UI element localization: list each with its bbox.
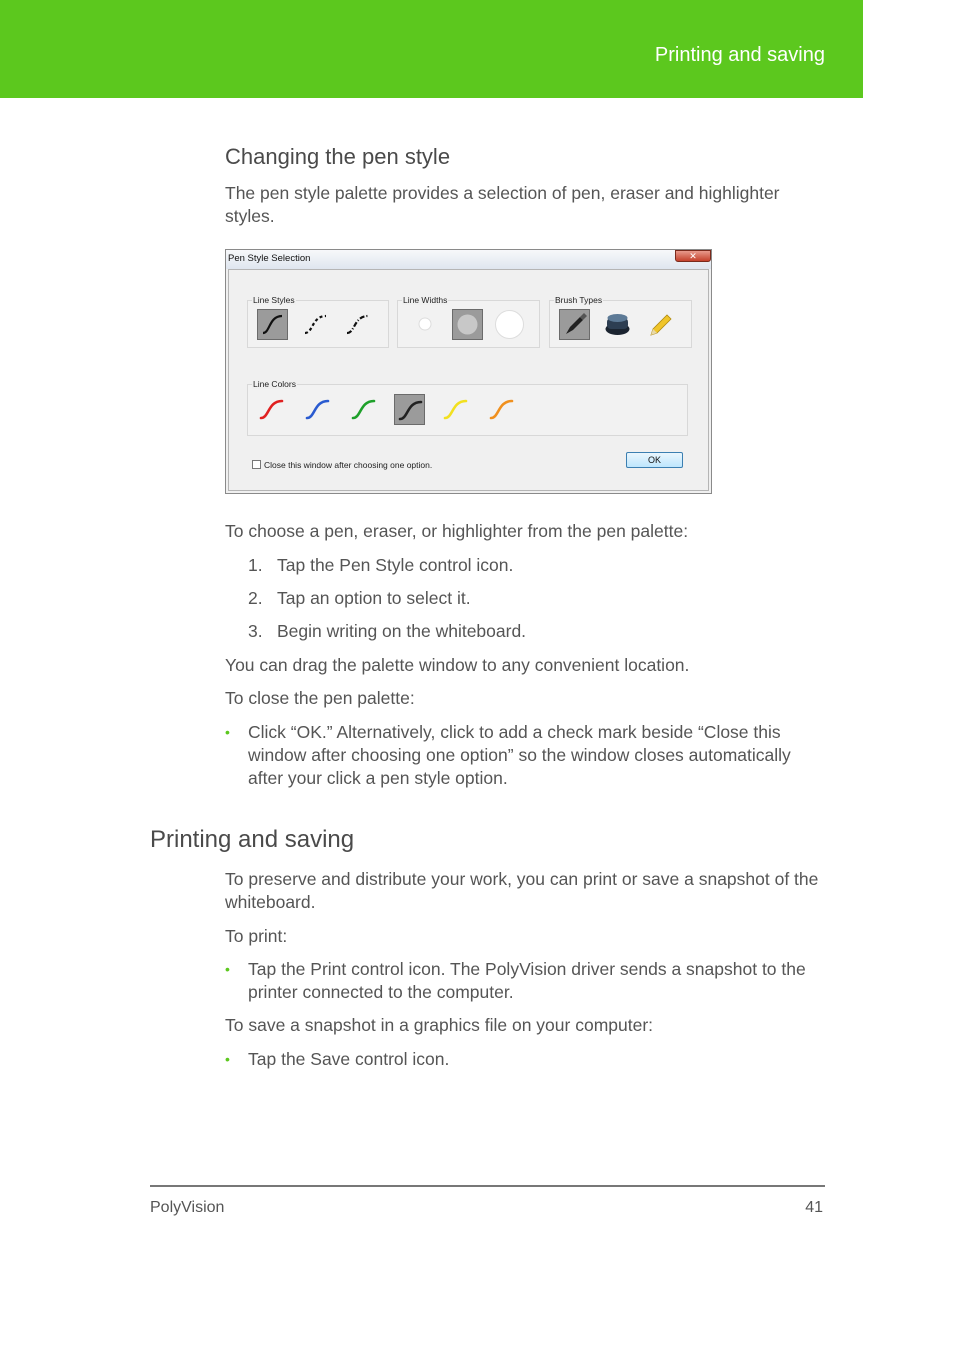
section2-intro-text: To preserve and distribute your work, you can print or save a snapshot of the whiteboard. [225, 869, 819, 912]
save-intro-text: To save a snapshot in a graphics file on your computer: [225, 1015, 654, 1035]
close-icon[interactable]: ✕ [675, 250, 711, 262]
dialog-titlebar[interactable] [226, 250, 711, 269]
footer-rule [150, 1185, 825, 1187]
close-after-choose-checkbox[interactable] [252, 460, 261, 469]
group-brush-types [549, 295, 692, 348]
line-color-swatch-icon[interactable] [440, 394, 471, 425]
width-medium-icon[interactable] [452, 309, 483, 340]
group-label: Brush Types [555, 295, 603, 305]
list-item [248, 620, 526, 643]
group-line-widths [397, 295, 540, 348]
pen-style-dialog [225, 249, 712, 494]
group-label: Line Styles [253, 295, 295, 305]
bullet-text: Click “OK.” Alternatively, click to add a check mark beside “Close this window after choosing one option” so the window closes automatically after your click a pen style option. [248, 722, 791, 788]
width-large-icon[interactable] [494, 309, 525, 340]
line-style-dashed-icon[interactable] [300, 309, 331, 340]
header-title: Printing and saving [654, 44, 825, 66]
dialog-body [228, 269, 709, 491]
line-color-swatch-icon[interactable] [256, 394, 287, 425]
line-style-dashdot-icon[interactable] [342, 309, 373, 340]
print-intro [225, 925, 825, 948]
step-text: Tap the Pen Style control icon. [277, 555, 514, 575]
close-intro [225, 687, 825, 710]
group-label: Line Widths [403, 295, 448, 305]
width-small-icon[interactable] [410, 309, 441, 340]
checkbox-label: Close this window after choosing one option. [264, 460, 433, 470]
group-line-styles [247, 295, 389, 348]
list-item [248, 554, 513, 577]
bullet-text: Tap the Save control icon. [248, 1049, 450, 1069]
pen-brush-icon[interactable] [559, 309, 590, 340]
save-intro [225, 1014, 825, 1037]
bullet-icon: • [225, 961, 230, 977]
section-pen-style [225, 144, 825, 170]
bullet-item [225, 958, 825, 1004]
page-number: 41 [805, 1199, 823, 1216]
drag-note [225, 654, 825, 677]
list-item [248, 587, 471, 610]
line-color-swatch-icon[interactable] [348, 394, 379, 425]
section-heading: Printing and saving [150, 826, 355, 853]
step-number: 1. [248, 555, 263, 575]
section-printing [150, 826, 354, 854]
bullet-item [225, 1048, 825, 1071]
line-color-swatch-icon[interactable] [486, 394, 517, 425]
line-style-solid-icon[interactable] [257, 309, 288, 340]
section2-intro [225, 868, 825, 914]
step-text: Begin writing on the whiteboard. [277, 621, 527, 641]
close-intro-text: To close the pen palette: [225, 688, 415, 708]
step-text: Tap an option to select it. [277, 588, 471, 608]
intro-text: The pen style palette provides a selection of pen, eraser and highlighter styles. [225, 183, 780, 226]
line-color-swatch-icon[interactable] [394, 394, 425, 425]
drag-note-text: You can drag the palette window to any convenient location. [225, 655, 690, 675]
steps-intro [225, 520, 825, 543]
bullet-text: Tap the Print control icon. The PolyVision driver sends a snapshot to the printer connected to the computer. [248, 959, 806, 1002]
group-label: Line Colors [253, 379, 296, 389]
print-intro-text: To print: [225, 926, 288, 946]
highlighter-brush-icon[interactable] [645, 309, 676, 340]
group-line-colors [247, 379, 688, 436]
steps-intro-text: To choose a pen, eraser, or highlighter from the pen palette: [225, 521, 689, 541]
bullet-icon: • [225, 724, 230, 740]
bullet-item [225, 721, 825, 790]
bullet-icon: • [225, 1051, 230, 1067]
section-intro [225, 182, 825, 228]
header-band [0, 0, 863, 98]
step-number: 2. [248, 588, 263, 608]
step-number: 3. [248, 621, 263, 641]
section-heading: Changing the pen style [225, 144, 451, 169]
ok-button[interactable]: OK [626, 452, 683, 468]
dialog-title: Pen Style Selection [228, 253, 311, 264]
eraser-brush-icon[interactable] [602, 309, 633, 340]
line-color-swatch-icon[interactable] [302, 394, 333, 425]
footer-brand: PolyVision [150, 1199, 225, 1216]
